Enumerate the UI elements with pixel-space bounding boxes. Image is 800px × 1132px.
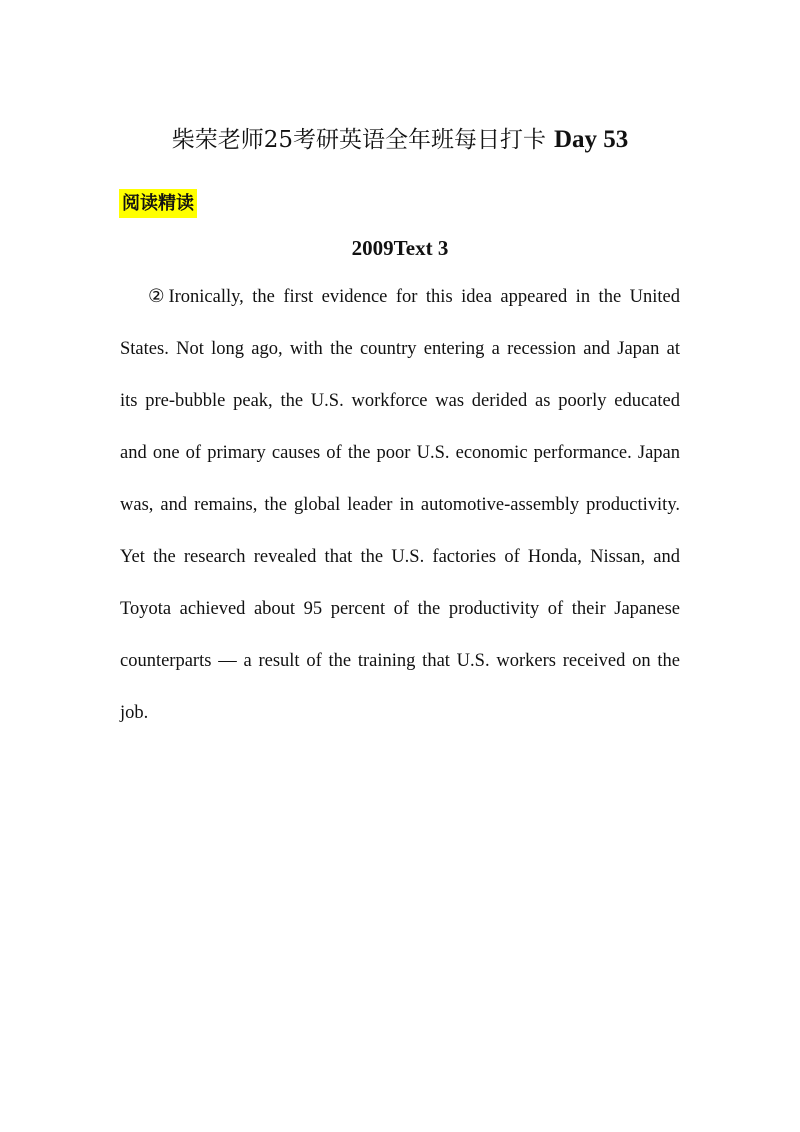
passage-line: States. Not long ago, with the country entering a recession and Japan at xyxy=(120,339,680,359)
passage-line: Yet the research revealed that the U.S. factories of Honda, Nissan, and xyxy=(120,547,680,567)
passage-line: ②Ironically, the first evidence for this idea appeared in the United xyxy=(148,287,680,307)
passage-line: Toyota achieved about 95 percent of the productivity of their Japanese xyxy=(120,599,680,619)
passage-line: was, and remains, the global leader in automotive-assembly productivity. xyxy=(120,495,680,515)
passage-paragraph xyxy=(120,281,680,749)
passage-line: job. xyxy=(120,703,149,723)
page-title xyxy=(0,122,800,158)
page-title-chinese: 柴荣老师25考研英语全年班每日打卡 xyxy=(171,127,546,153)
section-label-highlighted: 阅读精读 xyxy=(119,189,197,218)
text-heading: 2009Text 3 xyxy=(351,236,449,260)
page-title-day: Day 53 xyxy=(553,126,629,153)
passage-line: counterparts — a result of the training that U.S. workers received on the xyxy=(120,651,680,671)
passage-line: and one of primary causes of the poor U.S. economic performance. Japan xyxy=(120,443,680,463)
passage-line: its pre-bubble peak, the U.S. workforce was derided as poorly educated xyxy=(120,391,680,411)
